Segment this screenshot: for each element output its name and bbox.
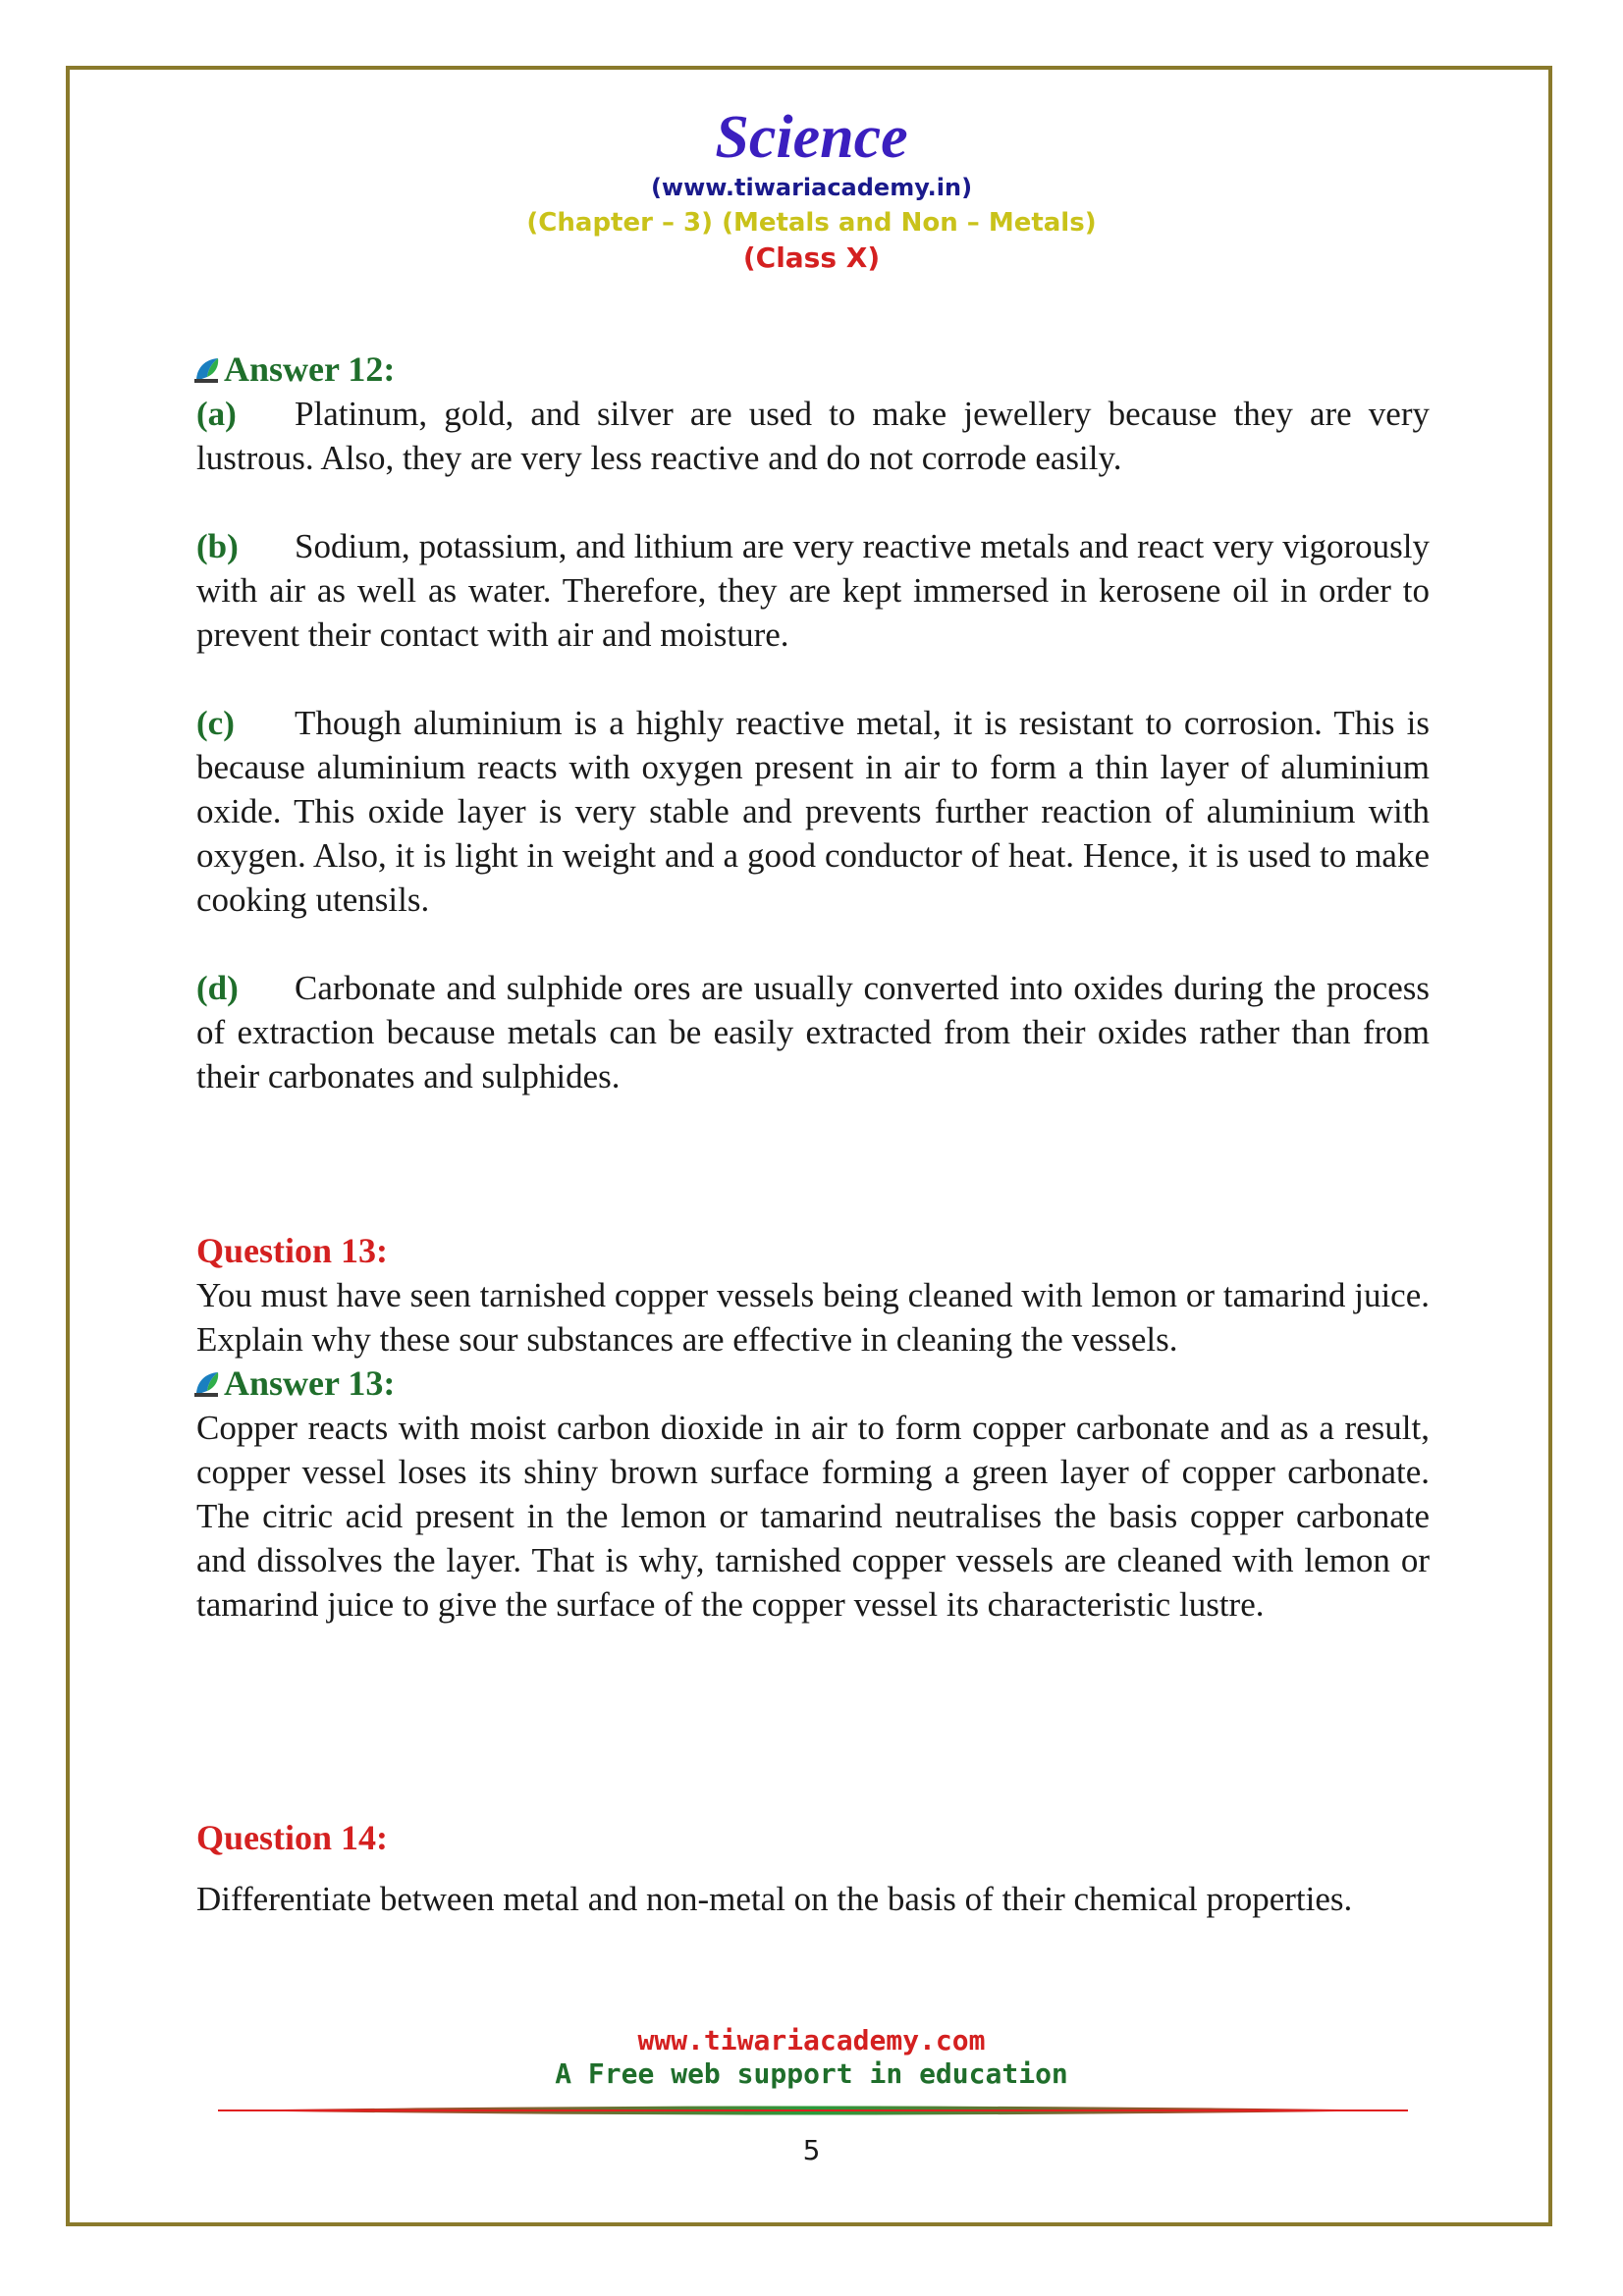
question-13-text: You must have seen tarnished copper vessels being cleaned with lemon or tamarind juice. Explain why these sour substances are effective in cleaning the vessels.: [196, 1276, 1430, 1359]
answer-13-text: Copper reacts with moist carbon dioxide in air to form copper carbonate and as a result, copper vessel loses its shiny brown surface forming a green layer of copper carbonate. The citric acid present in the lemon or tamarind neutralises the basis copper carbonate and dissolves the layer. That is why, tarnished copper vessels are cleaned with lemon or tamarind juice to give the surface of the copper vessel its characteristic lustre.: [196, 1409, 1430, 1624]
part-c-marker: (c): [196, 704, 235, 742]
part-b-marker: (b): [196, 527, 239, 565]
part-b-text: Sodium, potassium, and lithium are very reactive metals and react very vigorously with air as well as water. Therefore, they are kept immersed in kerosene oil in order to prevent their contact with air and moisture.: [196, 527, 1430, 654]
class-label: (Class X): [742, 241, 881, 274]
answer-12-part-d: [196, 966, 1430, 1098]
part-a-marker: (a): [196, 395, 237, 433]
part-d-text: Carbonate and sulphide ores are usually converted into oxides during the process of extraction because metals can be easily extracted from their oxides rather than from their carbonates and sulphides.: [196, 969, 1430, 1095]
question-14-heading: Question 14:: [196, 1818, 389, 1857]
footer-tagline: A Free web support in education: [555, 2057, 1068, 2090]
chapter-label: (Chapter – 3) (Metals and Non – Metals): [526, 208, 1097, 238]
answer-12-part-c: [196, 701, 1430, 922]
question-14-text: Differentiate between metal and non-metal on the basis of their chemical properties.: [196, 1880, 1353, 1918]
answer-12-part-b: [196, 524, 1430, 657]
answer-12-part-a: [196, 392, 1430, 480]
footer-website: www.tiwariacademy.com: [637, 2024, 986, 2056]
tiwari-academy-logo-icon: [192, 355, 222, 385]
part-a-text: Platinum, gold, and silver are used to make jewellery because they are very lustrous. Also, they are very less reactive and do not corrode easily.: [196, 395, 1430, 477]
answer-12-part-d-block: [196, 966, 1430, 1098]
answer-12-part-b-block: [196, 524, 1430, 657]
part-d-marker: (d): [196, 969, 239, 1007]
page-number: 5: [802, 2134, 821, 2166]
question-13-section: [196, 1229, 1430, 1627]
part-c-text: Though aluminium is a highly reactive metal, it is resistant to corrosion. This is because aluminium reacts with oxygen present in air to form a thin layer of aluminium oxide. This oxide layer is very stable and prevents further reaction of aluminium with oxygen. Also, it is light in weight and a good conductor of heat. Hence, it is used to make cooking utensils.: [196, 704, 1430, 919]
answer-13-heading: Answer 13:: [196, 1362, 1430, 1406]
answer-12-heading: Answer 12:: [196, 347, 1430, 392]
header-website: (www.tiwariacademy.in): [650, 174, 973, 201]
question-14-section: [196, 1816, 1430, 1923]
tiwari-academy-logo-icon: [192, 1369, 222, 1399]
question-13-heading: Question 13:: [196, 1231, 389, 1270]
footer-divider: [218, 2104, 1408, 2117]
answer-12-part-c-block: [196, 701, 1430, 922]
page-title: Science: [715, 104, 908, 171]
answer-12-section: [196, 347, 1430, 480]
